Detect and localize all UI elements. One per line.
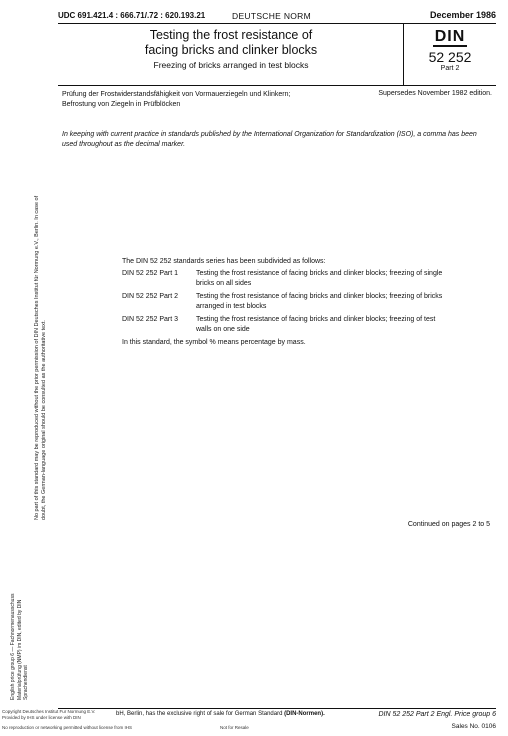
series-desc: Testing the frost resistance of facing bricks and clinker blocks; freezing of single bricks on all sides [196,270,443,287]
german-title: Prüfung der Frostwiderstandsfähigkeit von Vormauerziegeln und Klinkern; Befrostung von Ziegeln in Prüfblöcken [62,91,291,108]
din-designation [404,25,496,72]
title-text [58,28,404,70]
norm-label: DEUTSCHE NORM [232,11,311,21]
issue-date: December 1986 [429,10,496,20]
subtitle: Freezing of bricks arranged in test blocks [153,60,309,70]
title-block [58,23,496,86]
din-part: Part 2 [440,65,460,72]
footer-designation: DIN 52 252 Part 2 Engl. Price group 6 [378,711,496,718]
footer-sale-rights [116,711,325,717]
footer-copyright: Copyright Deutsches Institut Fur Normung E.V. Provided by IHS under license with DIN [2,709,96,720]
series-code: DIN 52 252 Part 2 [122,293,179,300]
sales-number: Sales No. 0106 [451,723,496,730]
din-number: 52 252 [428,49,472,65]
series-desc: Testing the frost resistance of facing bricks and clinker blocks; freezing of bricks arranged in test blocks [196,293,443,310]
series-section [122,257,452,348]
supersedes-note: Supersedes November 1982 edition. [378,90,492,97]
iso-note: In keeping with current practice in standards published by the International Organization for Standardization (ISO), a comma has been used throughout as the decimal marker. [62,131,477,148]
footer-sale-text: bH, Berlin, has the exclusive right of sale for German Standard [116,711,283,717]
din-logo: DIN [434,28,466,45]
series-code: DIN 52 252 Part 1 [122,270,179,277]
side-copyright-note: No part of this standard may be reproduced without the prior permission of DIN Deutsches Institut für Normung e.V., Berlin. In case of doubt, the German-language original should be consulted as the authoritative text. [34,195,47,520]
footer-resale-notice: Not for Resale [220,725,249,730]
series-row [122,292,452,312]
footer-rule [58,708,496,709]
udc-code: UDC 691.421.4 : 666.71/.72 : 620.193.21 [58,11,206,20]
footer-sale-label: (DIN-Normen). [284,711,325,717]
series-row [122,269,452,289]
continued-note: Continued on pages 2 to 5 [407,521,490,528]
title-line-2: facing bricks and clinker blocks [144,43,318,57]
side-credit-note: English price group 6 — Fachnormenausschuss Materialprüfung (NMP) im DIN, edited by DIN Sprachendienst [10,593,29,700]
title-line-1: Testing the frost resistance of [149,28,313,42]
footer-license-notice: No reproduction or networking permitted without license from IHS [2,725,133,730]
series-intro: The DIN 52 252 standards series has been subdivided as follows: [122,258,326,265]
symbol-note: In this standard, the symbol % means percentage by mass. [122,339,306,346]
series-desc: Testing the frost resistance of facing bricks and clinker blocks; freezing of test walls on one side [196,316,436,333]
series-row [122,315,452,335]
series-code: DIN 52 252 Part 3 [122,316,179,323]
header-strip [58,8,496,22]
